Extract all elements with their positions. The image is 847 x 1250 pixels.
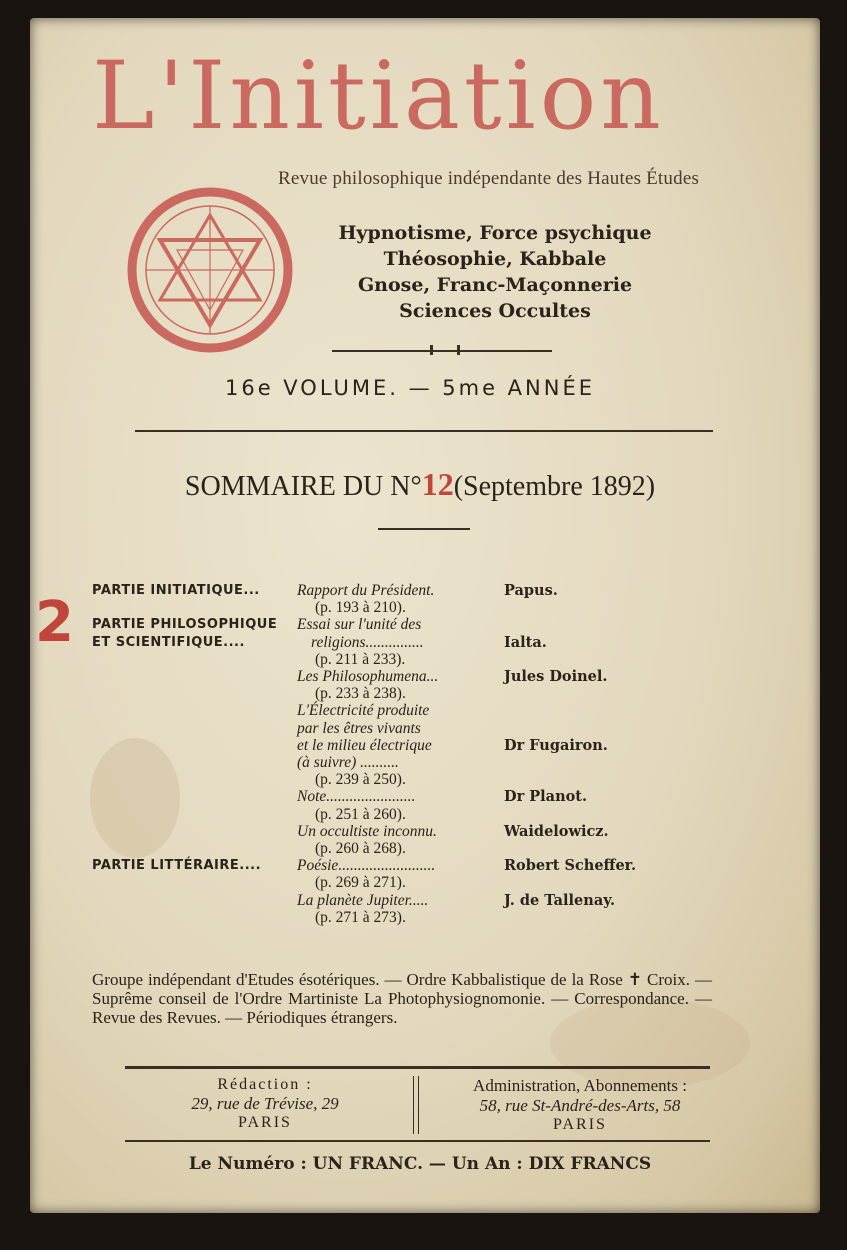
toc-pages: (p. 211 à 233). — [315, 650, 406, 668]
horizontal-rule — [125, 1066, 710, 1069]
administration-label: Administration, Abonnements : — [473, 1076, 687, 1095]
administration-city: PARIS — [553, 1116, 607, 1133]
toc-pages: (p. 239 à 250). — [315, 771, 406, 789]
toc-row — [92, 840, 732, 857]
toc-row — [92, 754, 732, 771]
toc-article: Un occultiste inconnu. — [297, 822, 437, 840]
topic-line: Théosophie, Kabbale — [383, 248, 607, 270]
toc-article: Les Philosophumena... — [297, 668, 439, 686]
toc-row — [92, 616, 732, 633]
toc-article: par les êtres vivants — [297, 719, 421, 737]
toc-row — [92, 651, 732, 668]
redaction-block — [120, 1076, 410, 1132]
seal-emblem-icon — [125, 185, 295, 355]
toc-pages: (p. 251 à 260). — [315, 805, 406, 823]
toc-author: Ialta. — [504, 633, 547, 651]
vertical-divider — [413, 1076, 419, 1134]
toc-pages: (p. 233 à 238). — [315, 685, 406, 703]
toc-row — [92, 720, 732, 737]
toc-row — [92, 582, 732, 599]
sommaire-prefix: SOMMAIRE DU N° — [184, 471, 422, 502]
toc-row — [92, 737, 732, 754]
toc-row — [92, 634, 732, 651]
toc-row — [92, 668, 732, 685]
toc-article: La planète Jupiter..... — [297, 891, 429, 909]
ornament-divider-center — [430, 345, 460, 355]
issue-date: (Septembre 1892) — [453, 471, 656, 502]
toc-pages: (p. 193 à 210). — [315, 599, 406, 617]
issue-number: 12 — [421, 466, 454, 502]
topics-list — [285, 220, 705, 324]
table-of-contents — [92, 582, 732, 926]
subtitle: Revue philosophique indépendante des Hautes Études — [278, 168, 700, 189]
ornament-divider — [378, 528, 470, 530]
toc-article: Rapport du Président. — [297, 582, 435, 599]
toc-article: Poésie......................... — [297, 857, 436, 875]
toc-author: Jules Doinel. — [504, 668, 608, 686]
toc-section: PARTIE PHILOSOPHIQUE — [92, 617, 278, 633]
toc-author: Robert Scheffer. — [504, 857, 637, 875]
toc-author: J. de Tallenay. — [504, 891, 616, 909]
redaction-label: Rédaction : — [217, 1076, 313, 1093]
toc-author: Papus. — [504, 582, 558, 599]
toc-row — [92, 874, 732, 891]
toc-pages: (p. 260 à 268). — [315, 840, 406, 858]
toc-section: ET SCIENTIFIQUE.... — [92, 634, 245, 650]
toc-row — [92, 599, 732, 616]
toc-author — [492, 616, 504, 633]
redaction-city: PARIS — [238, 1114, 292, 1131]
toc-row — [92, 771, 732, 788]
misc-contents: Groupe indépendant d'Etudes ésotériques. — Ordre Kabbalistique de la Rose ✝ Croix. — Suprême conseil de l'Ordre Martiniste La Photophysiognomonie. — Correspondance. — Revue des Revues. — Périodiques étrangers. — [92, 970, 712, 1027]
toc-pages: (p. 269 à 271). — [315, 874, 406, 892]
toc-section: PARTIE INITIATIQUE... — [92, 583, 260, 598]
toc-article: Note....................... — [297, 788, 416, 806]
toc-pages: (p. 271 à 273). — [315, 908, 406, 926]
toc-section: PARTIE LITTÉRAIRE.... — [92, 858, 262, 874]
toc-author: Dr Planot. — [504, 788, 588, 806]
sommaire-heading — [130, 466, 710, 503]
toc-article: religions............... — [311, 633, 424, 651]
topic-line: Gnose, Franc-Maçonnerie — [357, 274, 633, 296]
toc-author: Waidelowicz. — [504, 822, 609, 840]
administration-address: 58, rue St-André-des-Arts, 58 — [479, 1096, 681, 1115]
toc-row — [92, 823, 732, 840]
toc-author: Dr Fugairon. — [504, 736, 608, 754]
toc-article: L'Électricité produite — [297, 702, 430, 720]
horizontal-rule — [135, 430, 713, 432]
toc-row — [92, 857, 732, 874]
toc-row — [92, 685, 732, 702]
topic-line: Hypnotisme, Force psychique — [338, 222, 652, 244]
toc-row — [92, 788, 732, 805]
topic-line: Sciences Occultes — [399, 300, 591, 322]
toc-row — [92, 806, 732, 823]
toc-article: Essai sur l'unité des — [297, 616, 422, 634]
toc-row — [92, 702, 732, 719]
redaction-address: 29, rue de Trévise, 29 — [191, 1094, 339, 1113]
horizontal-rule — [125, 1140, 710, 1142]
toc-row — [92, 909, 732, 926]
toc-article: (à suivre) .......... — [297, 754, 399, 772]
price-line: Le Numéro : UN FRANC. — Un An : DIX FRANCS — [188, 1154, 652, 1174]
margin-number-mark: 2 — [35, 590, 74, 655]
toc-article: et le milieu électrique — [297, 736, 432, 754]
magazine-title: L'Initiation — [92, 42, 665, 151]
administration-block — [425, 1076, 735, 1134]
volume-line: 16e VOLUME. — 5me ANNÉE — [224, 376, 595, 400]
toc-row — [92, 892, 732, 909]
